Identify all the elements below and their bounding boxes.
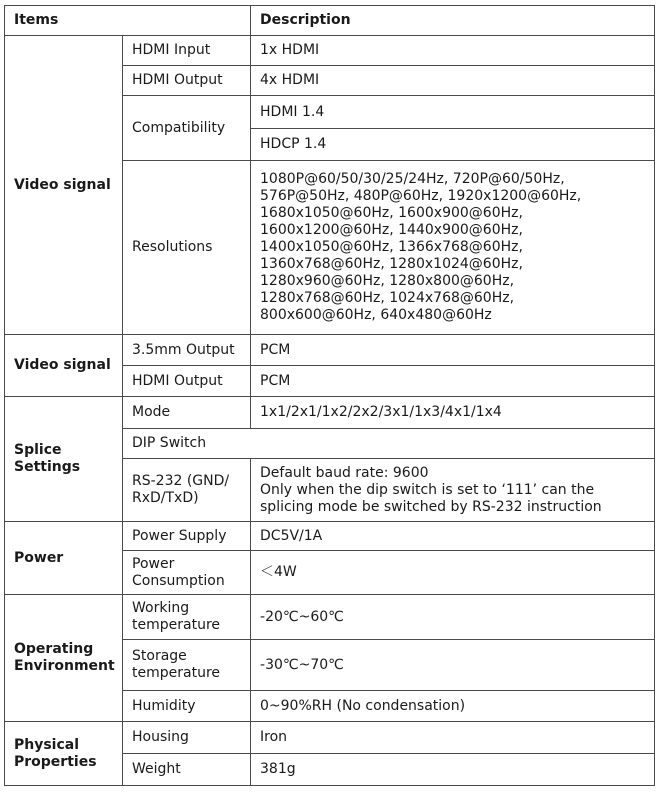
item-value: Iron bbox=[251, 722, 655, 754]
header-items: Items bbox=[5, 6, 251, 36]
group-title-audio-signal: Video signal bbox=[5, 335, 123, 397]
item-label: DIP Switch bbox=[123, 429, 655, 459]
item-label: Compatibility bbox=[123, 96, 251, 161]
table-row bbox=[5, 522, 655, 551]
group-title-physical-properties: Physical Properties bbox=[5, 722, 123, 786]
item-value: ＜4W bbox=[251, 551, 655, 595]
item-label: Power Supply bbox=[123, 522, 251, 551]
item-value: PCM bbox=[251, 366, 655, 397]
item-value: 0~90%RH (No condensation) bbox=[251, 691, 655, 722]
table-row bbox=[5, 335, 655, 366]
table-row bbox=[5, 397, 655, 429]
item-value: 381g bbox=[251, 754, 655, 786]
item-value: PCM bbox=[251, 335, 655, 366]
item-label: HDMI Input bbox=[123, 36, 251, 66]
item-label: HDMI Output bbox=[123, 366, 251, 397]
item-value: 4x HDMI bbox=[251, 66, 655, 96]
group-title-power: Power bbox=[5, 522, 123, 595]
item-label: Resolutions bbox=[123, 161, 251, 335]
item-value: 1080P@60/50/30/25/24Hz, 720P@60/50Hz, 576P@50Hz, 480P@60Hz, 1920x1200@60Hz, 1680x1050@60Hz, 1600x900@60Hz, 1600x1200@60Hz, 1440x900@60Hz, 1400x1050@60Hz, 1366x768@60Hz, 1360x768@60Hz, 1280x1024@60Hz, 1280x960@60Hz, 1280x800@60Hz, 1280x768@60Hz, 1024x768@60Hz, 800x600@60Hz, 640x480@60Hz bbox=[251, 161, 655, 335]
item-value: Default baud rate: 9600 Only when the dip switch is set to ‘111’ can the splicing mode be switched by RS-232 instruction bbox=[251, 459, 655, 522]
group-title-video-signal: Video signal bbox=[5, 36, 123, 335]
item-label: 3.5mm Output bbox=[123, 335, 251, 366]
specification-table bbox=[4, 5, 655, 786]
table-header-row bbox=[5, 6, 655, 36]
item-label: Humidity bbox=[123, 691, 251, 722]
item-label: Housing bbox=[123, 722, 251, 754]
item-label: Power Consumption bbox=[123, 551, 251, 595]
item-value: -30℃~70℃ bbox=[251, 640, 655, 691]
item-value: -20℃~60℃ bbox=[251, 595, 655, 640]
item-label: HDMI Output bbox=[123, 66, 251, 96]
group-title-splice-settings: Splice Settings bbox=[5, 397, 123, 522]
header-description: Description bbox=[251, 6, 655, 36]
item-label: Storage temperature bbox=[123, 640, 251, 691]
item-value: 1x HDMI bbox=[251, 36, 655, 66]
group-title-operating-environment: Operating Environment bbox=[5, 595, 123, 722]
item-label: Mode bbox=[123, 397, 251, 429]
table-row bbox=[5, 722, 655, 754]
item-value: 1x1/2x1/1x2/2x2/3x1/1x3/4x1/1x4 bbox=[251, 397, 655, 429]
item-value: HDCP 1.4 bbox=[251, 129, 655, 161]
item-value: DC5V/1A bbox=[251, 522, 655, 551]
table-row bbox=[5, 595, 655, 640]
item-label: Working temperature bbox=[123, 595, 251, 640]
item-value: HDMI 1.4 bbox=[251, 96, 655, 129]
item-label: RS-232 (GND/ RxD/TxD) bbox=[123, 459, 251, 522]
table-row bbox=[5, 36, 655, 66]
item-label: Weight bbox=[123, 754, 251, 786]
